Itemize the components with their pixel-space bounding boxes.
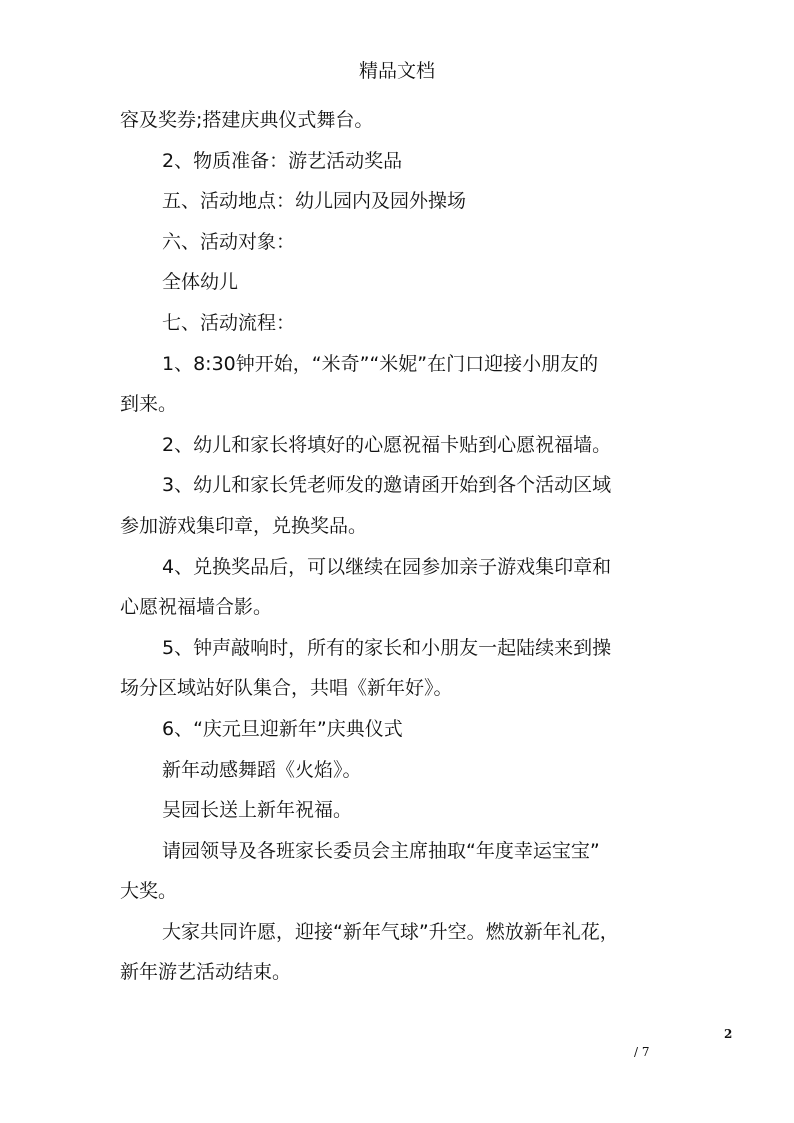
paragraph-line: 4、兑换奖品后，可以继续在园参加亲子游戏集印章和: [162, 555, 612, 578]
paragraph-line: 五、活动地点：幼儿园内及园外操场: [162, 190, 467, 213]
paragraph-line: 六、活动对象：: [162, 230, 296, 253]
paragraph-line: 2、物质准备：游艺活动奖品: [162, 149, 403, 172]
page-total: / 7: [634, 1045, 650, 1059]
document-body: [120, 100, 690, 993]
page-number: 2: [724, 1027, 733, 1041]
paragraph-line: 5、钟声敲响时，所有的家长和小朋友一起陆续来到操: [162, 636, 612, 659]
paragraph-line: 大奖。: [120, 880, 178, 903]
paragraph-line: 大家共同许愿，迎接“新年气球”升空。燃放新年礼花，: [162, 920, 619, 943]
paragraph-line: 全体幼儿: [162, 271, 239, 294]
paragraph-line: 新年动感舞蹈《火焰》。: [162, 758, 362, 781]
paragraph-line: 七、活动流程：: [162, 311, 296, 334]
paragraph-line: 参加游戏集印章，兑换奖品。: [120, 514, 368, 537]
paragraph-line: 容及奖券;搭建庆典仪式舞台。: [120, 109, 374, 131]
paragraph-line: 请园领导及各班家长委员会主席抽取“年度幸运宝宝”: [162, 839, 600, 862]
paragraph-line: 新年游艺活动结束。: [120, 961, 292, 984]
paragraph-line: 6、“庆元旦迎新年”庆典仪式: [162, 717, 403, 740]
paragraph-line: 2、幼儿和家长将填好的心愿祝福卡贴到心愿祝福墙。: [162, 433, 612, 456]
paragraph-line: 3、幼儿和家长凭老师发的邀请函开始到各个活动区域: [162, 474, 612, 497]
paragraph-line: 到来。: [120, 393, 178, 416]
paragraph-line: 场分区域站好队集合，共唱《新年好》。: [120, 677, 453, 700]
paragraph-line: 1、8:30钟开始，“米奇”“米妮”在门口迎接小朋友的: [162, 352, 599, 375]
paragraph-line: 吴园长送上新年祝福。: [162, 799, 353, 822]
page-header-title: 精品文档: [358, 60, 435, 82]
paragraph-line: 心愿祝福墙合影。: [120, 596, 273, 619]
